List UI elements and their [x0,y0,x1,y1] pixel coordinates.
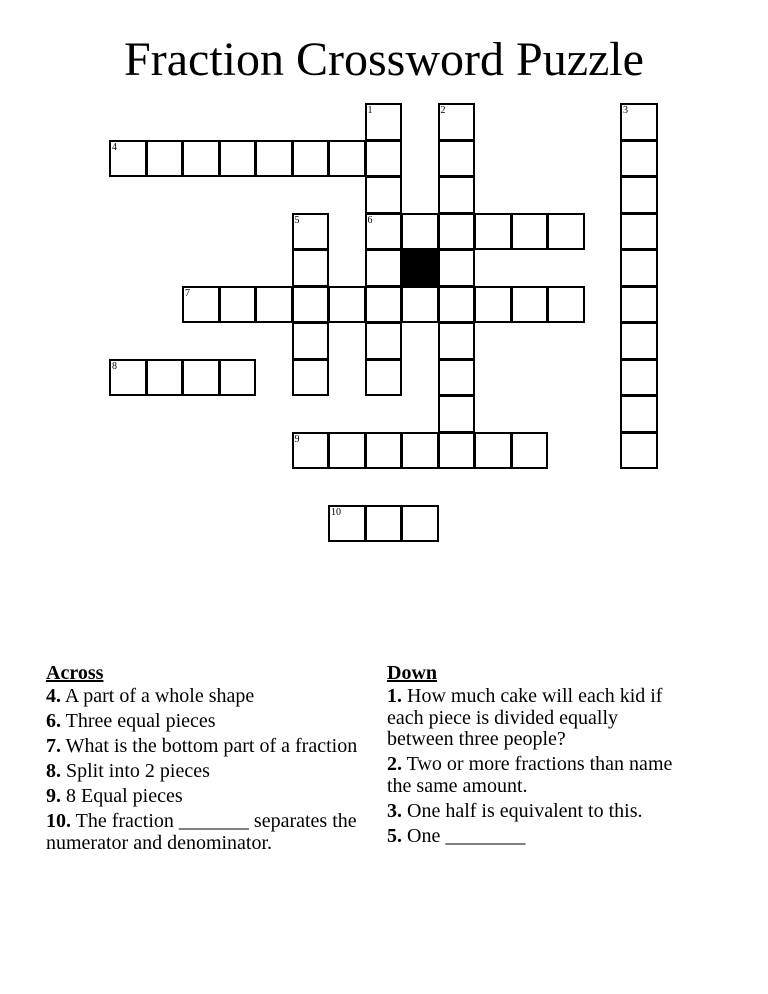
crossword-cell[interactable] [292,140,330,178]
crossword-cell[interactable] [292,322,330,360]
crossword-cell[interactable] [365,176,403,214]
crossword-cell[interactable] [620,176,658,214]
crossword-cell[interactable] [547,213,585,251]
crossword-cell[interactable] [438,103,476,141]
cell-number: 6 [367,214,373,226]
crossword-cell[interactable] [328,432,366,470]
down-heading: Down [387,662,438,684]
cell-number: 7 [185,287,190,299]
crossword-cell[interactable] [511,213,549,251]
crossword-cell[interactable] [620,322,658,360]
crossword-cell[interactable] [438,286,476,324]
crossword-cell[interactable] [620,249,658,287]
across-clues [46,662,366,858]
cell-number: 8 [112,360,117,372]
crossword-cell[interactable] [219,286,257,324]
crossword-cell[interactable] [219,359,257,397]
across-heading: Across [46,662,104,684]
cell-number: 5 [294,214,300,226]
crossword-cell[interactable] [219,140,257,178]
crossword-cell[interactable] [365,432,403,470]
crossword-cell[interactable] [328,286,366,324]
clue-down-5: 5. One ________ [387,824,526,847]
cell-number: 3 [623,105,628,116]
crossword-cell[interactable] [328,140,366,178]
crossword-cell[interactable] [401,213,439,251]
clue-down-3: 3. One half is equivalent to this. [387,799,643,822]
crossword-cell[interactable] [438,322,476,360]
clue-across-9: 9. 8 Equal pieces [46,785,183,807]
crossword-cell[interactable] [365,103,403,141]
cell-number: 4 [112,141,117,153]
crossword-cell[interactable] [511,432,549,470]
crossword-cell[interactable] [182,286,220,324]
crossword-cell[interactable] [620,286,658,324]
crossword-cell[interactable] [401,505,439,543]
crossword-cell[interactable] [365,322,403,360]
cell-number: 2 [440,105,446,116]
crossword-cell[interactable] [365,249,403,287]
crossword-cell[interactable] [547,286,585,324]
clue-across-4: 4. A part of a whole shape [46,685,255,707]
crossword-cell[interactable] [255,286,293,324]
crossword-cell[interactable] [474,286,512,324]
crossword-cell[interactable] [365,505,403,543]
crossword-cell[interactable] [365,286,403,324]
crossword-cell[interactable] [438,249,476,287]
crossword-cell[interactable] [620,432,658,470]
crossword-cell[interactable] [401,286,439,324]
crossword-cell[interactable] [620,359,658,397]
crossword-cell[interactable] [620,103,658,141]
crossword-cell[interactable] [365,213,403,251]
clue-down-1: 1. How much cake will each kid if each piece is divided equally between three people? [387,685,663,750]
crossword-cell[interactable] [182,359,220,397]
crossword-cell[interactable] [438,176,476,214]
crossword-cell[interactable] [438,213,476,251]
cell-number: 9 [294,433,300,445]
crossword-cell[interactable] [109,359,147,397]
crossword-cell[interactable] [474,432,512,470]
crossword-cell[interactable] [511,286,549,324]
clue-across-7: 7. What is the bottom part of a fraction [46,735,358,757]
black-cell [401,249,439,287]
crossword-cell[interactable] [255,140,293,178]
crossword-cell[interactable] [620,395,658,433]
crossword-cell[interactable] [474,213,512,251]
crossword-cell[interactable] [146,140,184,178]
crossword-cell[interactable] [292,213,330,251]
crossword-cell[interactable] [620,140,658,178]
clue-across-10: 10. The fraction _______ separates the numerator and denominator. [46,810,357,854]
crossword-cell[interactable] [146,359,184,397]
crossword-cell[interactable] [438,359,476,397]
crossword-cell[interactable] [109,140,147,178]
crossword-cell[interactable] [182,140,220,178]
crossword-cell[interactable] [292,432,330,470]
crossword-cell[interactable] [365,140,403,178]
crossword-cell[interactable] [365,359,403,397]
cell-number: 10 [331,506,341,518]
crossword-cell[interactable] [620,213,658,251]
clue-across-8: 8. Split into 2 pieces [46,760,210,782]
cell-number: 1 [367,105,373,116]
crossword-cell[interactable] [292,249,330,287]
crossword-cell[interactable] [401,432,439,470]
crossword-cell[interactable] [292,286,330,324]
page-title: Fraction Crossword Puzzle [124,33,644,86]
down-clues [387,662,687,851]
crossword-cell[interactable] [438,395,476,433]
clue-across-6: 6. Three equal pieces [46,710,216,732]
clue-down-2: 2. Two or more fractions than name the same amount. [387,753,673,797]
crossword-cell[interactable] [292,359,330,397]
crossword-cell[interactable] [328,505,366,543]
crossword-cell[interactable] [438,140,476,178]
crossword-cell[interactable] [438,432,476,470]
